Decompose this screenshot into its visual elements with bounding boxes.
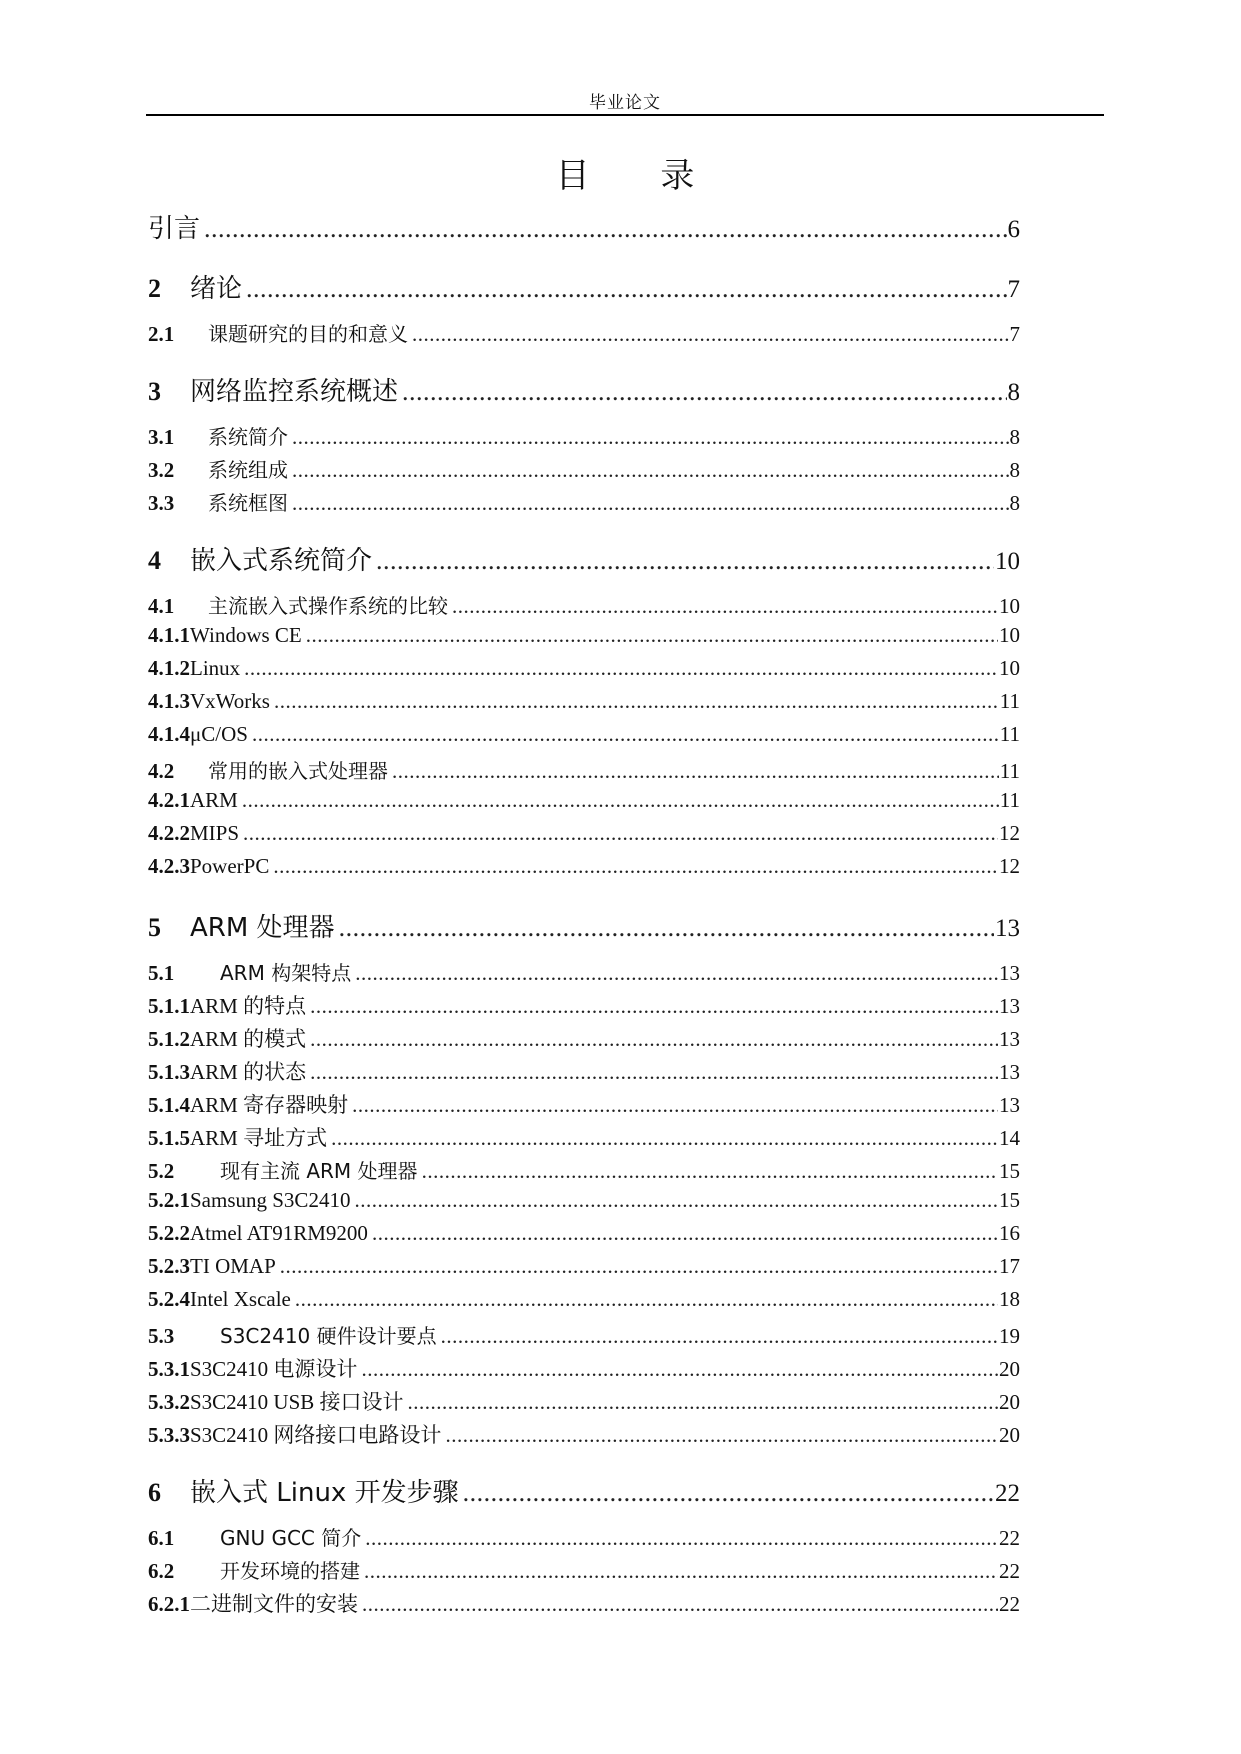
dot-leader	[292, 491, 1009, 516]
toc-entry[interactable]	[148, 1221, 1020, 1254]
toc-entry-page: 10	[999, 594, 1020, 618]
toc-entry-number: 5.1.5	[148, 1126, 190, 1150]
toc-entry-page: 7	[1009, 322, 1020, 346]
toc-entry-page: 20	[999, 1357, 1020, 1381]
toc-entry-title: S3C2410 电源设计	[190, 1357, 358, 1381]
toc-entry-title: ARM 的特点	[190, 994, 307, 1018]
toc-entry[interactable]	[148, 1320, 1020, 1353]
toc-entry[interactable]	[148, 1522, 1020, 1555]
toc-entry-title: ARM 处理器	[190, 913, 335, 943]
toc-entry-number: 5.3.1	[148, 1357, 190, 1381]
dot-leader	[354, 1188, 998, 1213]
dot-leader	[295, 1287, 998, 1312]
toc-entry-title: 系统简介	[208, 425, 288, 449]
toc-entry[interactable]	[148, 421, 1020, 454]
toc-entry-page: 13	[999, 961, 1020, 985]
dot-leader	[306, 623, 998, 648]
toc-entry-page: 13	[999, 994, 1020, 1018]
toc-entry-title: ARM 寻址方式	[190, 1126, 328, 1150]
toc-entry-number: 5.1	[148, 961, 175, 985]
toc-entry-title: ARM	[190, 788, 238, 812]
toc-entry-page: 10	[995, 548, 1020, 575]
toc-entry-number: 5.2	[148, 1159, 175, 1183]
toc-entry-title: ARM 的状态	[190, 1060, 307, 1084]
dot-leader	[273, 854, 998, 879]
dot-leader	[445, 1423, 998, 1448]
toc-entry-page: 8	[1009, 491, 1020, 515]
toc-entry[interactable]	[148, 1122, 1020, 1155]
toc-entry[interactable]	[148, 722, 1020, 755]
toc-entry[interactable]	[148, 623, 1020, 656]
toc-entry-title: Windows CE	[190, 623, 302, 647]
toc-entry-page: 8	[1009, 425, 1020, 449]
toc-entry-page: 8	[1007, 379, 1020, 406]
toc-entry-title: GNU GCC 简介	[220, 1526, 362, 1550]
toc-entry-page: 12	[999, 854, 1020, 878]
toc-entry-number: 4.1	[148, 594, 175, 618]
toc-entry-title: MIPS	[190, 821, 240, 845]
toc-entry-page: 7	[1007, 276, 1020, 303]
toc-entry[interactable]	[148, 487, 1020, 520]
toc-entry-number: 5.1.2	[148, 1027, 190, 1051]
toc-entry-page: 17	[999, 1254, 1020, 1278]
toc-entry[interactable]	[148, 318, 1020, 351]
dot-leader	[310, 994, 998, 1019]
toc-entry[interactable]	[148, 268, 1020, 308]
toc-entry-title: S3C2410 USB 接口设计	[190, 1390, 404, 1414]
dot-leader	[365, 1526, 998, 1551]
toc-entry-page: 22	[999, 1559, 1020, 1583]
toc-entry-page: 11	[999, 788, 1020, 812]
toc-entry-number: 6.1	[148, 1526, 175, 1550]
toc-entry-number: 4.1.3	[148, 689, 190, 713]
toc-entry[interactable]	[148, 208, 1020, 248]
toc-entry-page: 20	[999, 1423, 1020, 1447]
toc-entry-page: 22	[999, 1592, 1020, 1616]
toc-entry-number: 3.3	[148, 491, 175, 515]
toc-entry-title: VxWorks	[190, 689, 270, 713]
toc-entry[interactable]	[148, 1353, 1020, 1386]
toc-entry-number: 5.1.3	[148, 1060, 190, 1084]
toc-entry[interactable]	[148, 1188, 1020, 1221]
toc-entry[interactable]	[148, 907, 1020, 947]
toc-entry-number: 5.2.3	[148, 1254, 190, 1278]
toc-entry-number: 3.2	[148, 458, 175, 482]
toc-entry-title: 引言	[148, 214, 201, 244]
toc-entry-title: ARM 寄存器映射	[190, 1093, 349, 1117]
dot-leader	[292, 458, 1009, 483]
toc-entry[interactable]	[148, 540, 1020, 580]
toc-entry[interactable]	[148, 957, 1020, 990]
toc-entry-number: 5.3.3	[148, 1423, 190, 1447]
toc-entry-title: TI OMAP	[190, 1254, 276, 1278]
toc-entry-number: 4.2.3	[148, 854, 190, 878]
toc-entry[interactable]	[148, 1555, 1020, 1588]
toc-entry-number: 5.3.2	[148, 1390, 190, 1414]
toc-entry-title: 嵌入式 Linux 开发步骤	[190, 1478, 459, 1508]
dot-leader	[352, 1093, 998, 1118]
toc-entry-number: 6.2	[148, 1559, 175, 1583]
toc-entry-number: 5.2.4	[148, 1287, 190, 1311]
dot-leader	[339, 913, 994, 943]
toc-entry-page: 20	[999, 1390, 1020, 1414]
dot-leader	[412, 322, 1009, 347]
toc-entry-page: 16	[999, 1221, 1020, 1245]
toc-entry-number: 6.2.1	[148, 1592, 190, 1616]
toc-entry-title: 课题研究的目的和意义	[208, 322, 408, 346]
dot-leader	[274, 689, 999, 714]
toc-entry[interactable]	[148, 1023, 1020, 1056]
toc-entry-title: PowerPC	[190, 854, 270, 878]
dot-leader	[204, 214, 1006, 244]
toc-entry-number: 5.1.4	[148, 1093, 190, 1117]
toc-entry[interactable]	[148, 1588, 1020, 1621]
toc-entry-page: 13	[999, 1027, 1020, 1051]
toc-entry[interactable]	[148, 1386, 1020, 1419]
toc-entry-number: 5.2.2	[148, 1221, 190, 1245]
header-rule	[146, 114, 1104, 116]
toc-entry[interactable]	[148, 1287, 1020, 1320]
toc-entry-page: 11	[999, 759, 1020, 783]
toc-entry-title: 二进制文件的安装	[190, 1592, 358, 1616]
toc-entry-number: 4.2	[148, 759, 175, 783]
toc-entry-number: 4.1.2	[148, 656, 190, 680]
dot-leader	[280, 1254, 998, 1279]
toc-entry-number: 5.2.1	[148, 1188, 190, 1212]
toc-entry[interactable]	[148, 656, 1020, 689]
toc-entry[interactable]	[148, 1155, 1020, 1188]
toc-entry-page: 13	[999, 1093, 1020, 1117]
toc-entry-title: S3C2410 网络接口电路设计	[190, 1423, 442, 1447]
toc-entry-number: 5	[148, 913, 161, 942]
toc-entry[interactable]	[148, 371, 1020, 411]
toc-entry-page: 19	[999, 1324, 1020, 1348]
toc-entry-title: ARM 构架特点	[220, 961, 352, 985]
toc-entry-title: Atmel AT91RM9200	[190, 1221, 368, 1245]
toc-entry[interactable]	[148, 755, 1020, 788]
dot-leader	[292, 425, 1009, 450]
toc-entry-title: μC/OS	[190, 722, 248, 746]
toc-entry-page: 15	[999, 1188, 1020, 1212]
dot-leader	[310, 1060, 998, 1085]
toc-entry-title: 开发环境的搭建	[220, 1559, 360, 1583]
dot-leader	[362, 1592, 998, 1617]
toc-entry[interactable]	[148, 788, 1020, 821]
toc-entry-title: 现有主流 ARM 处理器	[220, 1159, 418, 1183]
toc-entry-page: 11	[999, 722, 1020, 746]
toc-entry[interactable]	[148, 1419, 1020, 1452]
toc-entry-number: 5.1.1	[148, 994, 190, 1018]
dot-leader	[364, 1559, 998, 1584]
toc-entry-number: 4.1.4	[148, 722, 190, 746]
dot-leader	[402, 377, 1006, 407]
toc-entry-page: 8	[1009, 458, 1020, 482]
toc-entry-title: Linux	[190, 656, 241, 680]
toc-entry-page: 11	[999, 689, 1020, 713]
toc-entry-page: 12	[999, 821, 1020, 845]
toc-entry-title: 嵌入式系统简介	[190, 546, 373, 576]
toc-entry-number: 4.2.1	[148, 788, 190, 812]
toc-entry-page: 10	[999, 623, 1020, 647]
toc-entry[interactable]	[148, 854, 1020, 887]
toc-entry-number: 4.1.1	[148, 623, 190, 647]
toc-entry-number: 2	[148, 274, 161, 303]
toc-entry-number: 6	[148, 1478, 161, 1507]
dot-leader	[243, 821, 998, 846]
toc-entry-title: S3C2410 硬件设计要点	[220, 1324, 437, 1348]
toc-entry-number: 5.3	[148, 1324, 175, 1348]
toc-entry[interactable]	[148, 1056, 1020, 1089]
dot-leader	[361, 1357, 998, 1382]
dot-leader	[331, 1126, 998, 1151]
table-of-contents	[148, 208, 1020, 1621]
dot-leader	[392, 759, 999, 784]
toc-entry-title: 系统框图	[208, 491, 288, 515]
toc-entry-number: 2.1	[148, 322, 175, 346]
toc-entry-title: Samsung S3C2410	[190, 1188, 351, 1212]
toc-entry-title: 网络监控系统概述	[190, 377, 399, 407]
dot-leader	[376, 546, 994, 576]
dot-leader	[310, 1027, 998, 1052]
toc-entry-page: 18	[999, 1287, 1020, 1311]
toc-entry-page: 10	[999, 656, 1020, 680]
toc-entry-page: 6	[1007, 216, 1020, 243]
dot-leader	[422, 1159, 998, 1184]
toc-entry-title: Intel Xscale	[190, 1287, 291, 1311]
toc-entry[interactable]	[148, 454, 1020, 487]
toc-entry[interactable]	[148, 1254, 1020, 1287]
toc-entry-page: 22	[999, 1526, 1020, 1550]
toc-entry-page: 22	[995, 1480, 1020, 1507]
toc-entry[interactable]	[148, 1472, 1020, 1512]
toc-entry-number: 4.2.2	[148, 821, 190, 845]
toc-entry-page: 14	[999, 1126, 1020, 1150]
toc-entry-page: 13	[999, 1060, 1020, 1084]
toc-entry-number: 3.1	[148, 425, 175, 449]
toc-entry[interactable]	[148, 821, 1020, 854]
toc-entry-number: 4	[148, 546, 161, 575]
dot-leader	[463, 1478, 994, 1508]
toc-entry-page: 15	[999, 1159, 1020, 1183]
toc-entry-title: 常用的嵌入式处理器	[208, 759, 388, 783]
toc-entry-title: 系统组成	[208, 458, 288, 482]
dot-leader	[244, 656, 998, 681]
dot-leader	[355, 961, 998, 986]
toc-entry[interactable]	[148, 590, 1020, 623]
toc-entry-title: 绪论	[190, 274, 243, 304]
dot-leader	[441, 1324, 998, 1349]
dot-leader	[408, 1390, 998, 1415]
running-header: 毕业论文	[589, 93, 661, 112]
toc-entry[interactable]	[148, 990, 1020, 1023]
toc-title: 目 录	[555, 156, 725, 196]
dot-leader	[252, 722, 999, 747]
toc-entry-number: 3	[148, 377, 161, 406]
dot-leader	[242, 788, 999, 813]
dot-leader	[246, 274, 1006, 304]
toc-entry-title: 主流嵌入式操作系统的比较	[208, 594, 448, 618]
dot-leader	[372, 1221, 998, 1246]
toc-entry-page: 13	[995, 915, 1020, 942]
toc-entry[interactable]	[148, 1089, 1020, 1122]
toc-entry[interactable]	[148, 689, 1020, 722]
toc-entry-title: ARM 的模式	[190, 1027, 307, 1051]
dot-leader	[452, 594, 998, 619]
